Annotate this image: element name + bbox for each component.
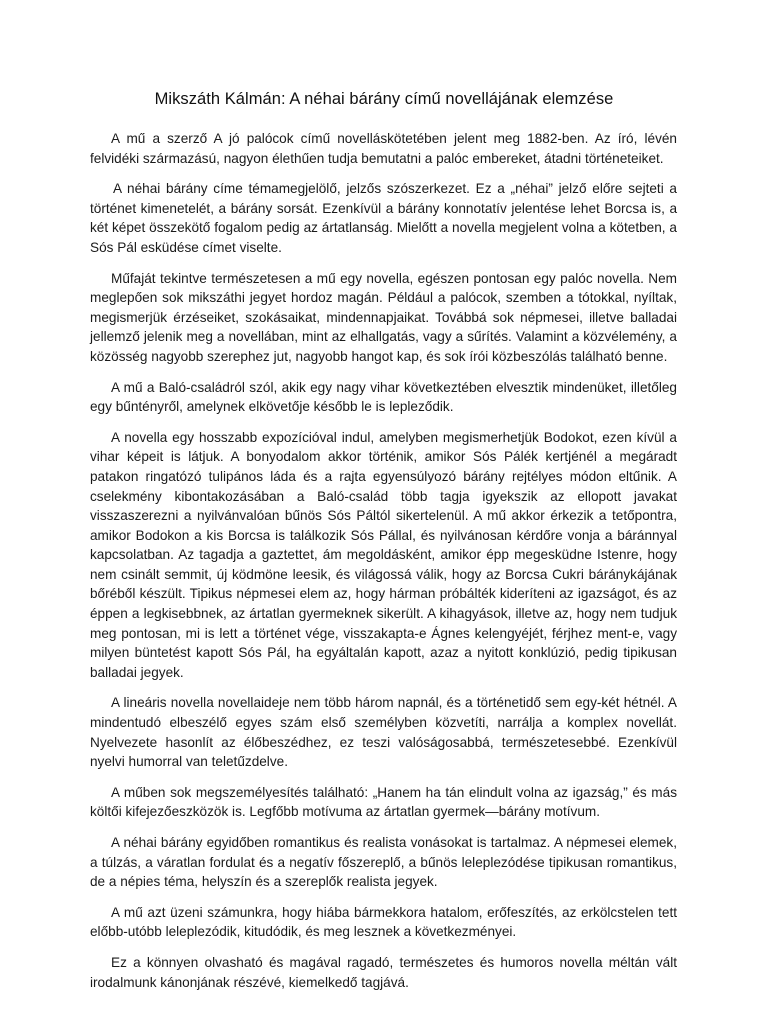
paragraph-10: Ez a könnyen olvasható és magával ragadó, természetes és humoros novella méltán vált irodalmunk kánonjának részévé, kiemelkedő tagjává. (90, 954, 677, 990)
paragraph-3: Műfaját tekintve természetesen a mű egy novella, egészen pontosan egy palóc novella. Nem meglepően sok mikszáthi jegyet hordoz magán. Például a palócok, szemben a tótokkal, nyíltak, megismerjük érzéseiket, szokásaikat, mindennapjaikat. Továbbá sok népmesei, illetve balladai jellemző jelenik meg a novellában, mint az elhallgatás, vagy a sűrítés. Valamint a közvélemény, a közösség nagyobb szerephez jut, nagyobb hangot kap, és sok írói közbeszólás található benne. (90, 270, 677, 364)
paragraph-8: A néhai bárány egyidőben romantikus és realista vonásokat is tartalmaz. A népmesei elemek, a túlzás, a váratlan fordulat és a negatív főszereplő, a bűnös leleplezódése tipikusan romantikus, de a népies téma, helyszín és a szereplők realista jegyek. (90, 835, 677, 890)
paragraph-7: A műben sok megszemélyesítés található: „Hanem ha tán elindult volna az igazság,” és más költői kifejezőeszközök is. Legfőbb motívuma az ártatlan gyermek—bárány motívum. (90, 784, 677, 820)
document-body (90, 129, 677, 1003)
paragraph-2: A néhai bárány címe témamegjelölő, jelzős szószerkezet. Ez a „néhai” jelző előre sejteti a történet kimenetelét, a bárány sorsát. Ezenkívül a bárány konnotatív jelentése lehet Borcsa is, a két képet összekötő fogalom pedig az ártatlanság. Mielőtt a novella megjelent volna a kötetben, a Sós Pál esküdése címet viselte. (90, 181, 677, 255)
document-title: Mikszáth Kálmán: A néhai bárány című novellájának elemzése (154, 90, 614, 108)
paragraph-5: A novella egy hosszabb expozícióval indul, amelyben megismerhetjük Bodokot, ezen kívül a vihar képeit is látjuk. A bonyodalom akkor történik, amikor Sós Pálék kertjénél a megáradt patakon ringatózó tulipános láda és a rajta egyensúlyozó bárány rejtélyes módon eltűnik. A cselekmény kibontakozásában a Baló-család több tagja igyekszik az ellopott javakat visszaszerezni a nyilvánvalóan bűnös Sós Páltól sikertelenül. A mű akkor érkezik a tetőpontra, amikor Bodokon a kis Borcsa is találkozik Sós Pállal, és nyilvánosan kérdőre vonja a báránnyal kapcsolatban. Az tagadja a gaztettet, ám megoldásként, amikor épp megesküdne Istenre, hogy nem csinált semmit, új ködmöne leesik, és világossá válik, hogy az Borcsa Cukri báránykájának bőréből készült. Tipikus népmesei elem az, hogy hárman próbálték kideríteni az igazságot, és az éppen a legkisebbnek, az ártatlan gyermeknek sikerült. A kihagyások, illetve az, hogy nem tudjuk meg pontosan, mi is lett a történet vége, visszakapta-e Ágnes kelengyéjét, férjhez ment-e, vagy milyen büntetést kapott Sós Pál, ha egyáltalán kapott, azaz a nyitott konklúzió, pedig tipikusan balladai jegyek. (90, 429, 677, 680)
paragraph-4: A mű a Baló-családról szól, akik egy nagy vihar következtében elvesztik mindenüket, illetőleg egy bűntényről, amelynek elkövetője később le is lepleződik. (90, 379, 677, 415)
paragraph-9: A mű azt üzeni számunkra, hogy hiába bármekkora hatalom, erőfeszítés, az erkölcstelen tett előbb-utóbb leleplezódik, kitudódik, és meg lesznek a következményei. (90, 904, 677, 940)
paragraph-6: A lineáris novella novellaideje nem több három napnál, és a történetidő sem egy-két hétnél. A mindentudó elbeszélő egyes szám első személyben közvetíti, narrálja a komplex novellát. Nyelvezete hasonlít az élőbeszédhez, ez teszi valóságosabbá, természetesebbé. Ezenkívül nyelvi humorral van teletűzdelve. (90, 695, 677, 770)
paragraph-1: A mű a szerző A jó palócok című novelláskötetében jelent meg 1882-ben. Az író, lévén felvidéki származású, nagyon élethűen tudja bemutatni a palóc embereket, átadni történeteiket. (90, 131, 677, 166)
